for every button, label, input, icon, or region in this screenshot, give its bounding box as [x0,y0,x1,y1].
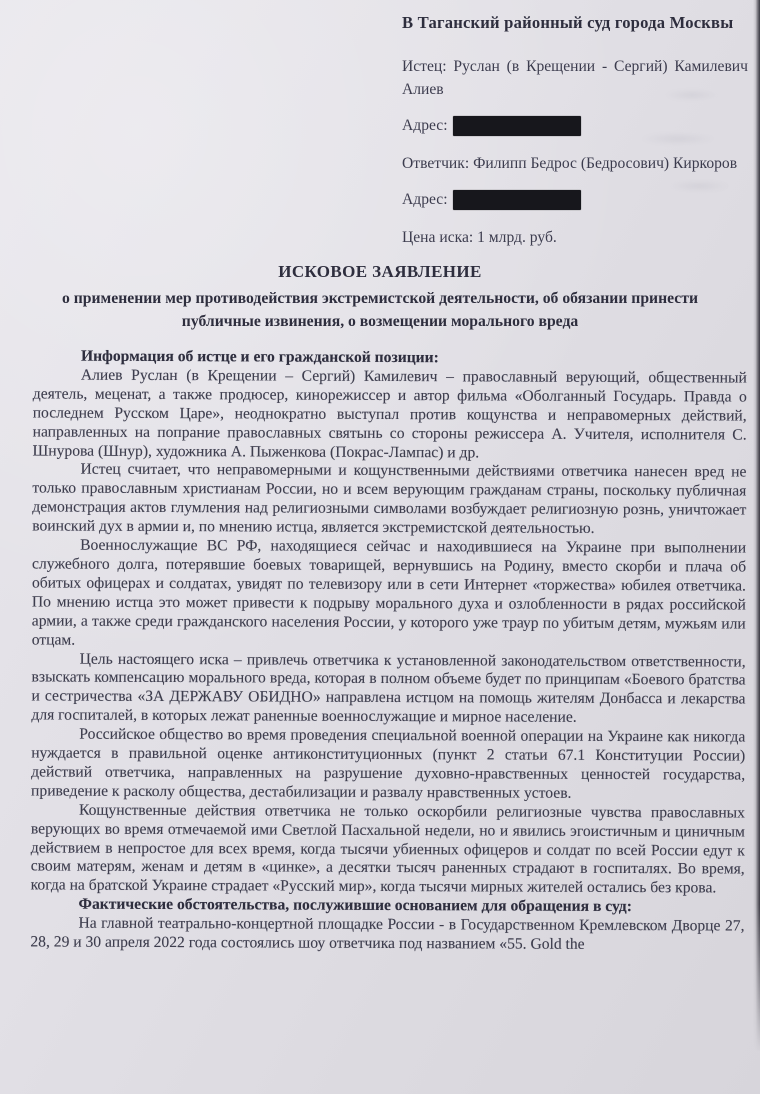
redaction-bar [453,116,581,136]
document-subtitle: о применении мер противодействия экстремистской деятельности, об обязании принести публичные извинения, о возмещении морального вреда [61,290,698,330]
paragraph: Алиев Руслан (в Крещении – Сергий) Камилевич – православный верующий, общественный деятель, меценат, а также продюсер, кинорежиссер и автор фильма «Оболганный Государь. Правда о последнем Русском Царе», неоднократно выступал против кощунства и неправомерных действий, направленных на попрание православных святынь со стороны режиссера А. Учителя, исполнителя С. Шнурова (Шнур), художника А. Пыженкова (Покрас-Лампас) и др. [32,366,747,461]
section-heading-factual-circumstances: Фактические обстоятельства, послужившие основанием для обращения в суд: [78,895,632,916]
paragraph: Военнослужащие ВС РФ, находящиеся сейчас и находившиеся на Украине при выполнении служебного долга, потерявшие боевых товарищей, вернувшись на Родину, вместо скорби и плача об обитых офицерах и солдатах, увидят по телевизору или в сети Интернет «торжества» юбилея ответчика. По мнению истца это может привести к подрыву морального духа и озлобленности в рядах российской армии, а также среди гражданского населения России, у которого уже траур по убитым детям, мужьям или отцам. [31,536,747,649]
paragraph: Цель настоящего иска – привлечь ответчика к установленной законодательством ответственности, взыскать компенсацию морального вреда, которая в полном объеме будет по принципам «Боевого братства и сестричества «ЗА ДЕРЖАВУ ОБИДНО» направлена истцом на помощь жителям Донбасса и лекарства для госпиталей, в которых лежат раненные военнослужащие и мирное население. [31,650,746,727]
paragraph: На главной театрально-концертной площадке России - в Государственном Кремлевском Дворце 27, 28, 29 и 30 апреля 2022 года состоялись шоу ответчика под названием «55. Gold the [30,914,745,953]
document-title-block [38,262,722,333]
court-name: В Таганский районный суд города Москвы [402,13,734,32]
paragraph: Истец считает, что неправомерными и кощунственными действиями ответчика нанесен вред не только православным христианам России, но и всем верующим гражданам страны, поскольку публичная демонстрация актов глумления над религиозными символами возбуждает религиозную рознь, уничтожает воинский дух в армии и, по мнению истца, является экстремистской деятельностью. [32,461,747,538]
defendant-address-label: Адрес: [402,191,448,208]
section-heading-plaintiff-info: Информация об истце и его гражданской позиции: [80,347,439,367]
paragraph: Российское общество во время проведения специальной военной операции на Украине как никогда нуждается в правильной оценке антиконституционных (пункт 2 статьи 67.1 Конституции России) действий ответчика, направленных на разрушение духовно-нравственных ценностей государства, приведение к расколу общества, дестабилизации и развалу нравственных устоев. [31,725,746,802]
document-body [30,347,747,955]
defendant-line: Ответчик: Филипп Бедрос (Бедросович) Киркоров [402,155,738,172]
plaintiff-address-row [402,114,748,137]
defendant-address-row [402,188,748,211]
claim-price: Цена иска: 1 млрд. руб. [402,229,557,246]
paper-edge-shadow [753,0,760,1052]
plaintiff-line: Истец: Руслан (в Крещении - Сергий) Камилевич Алиев [402,58,748,98]
redaction-bar [453,190,581,210]
paragraph: Кощунственные действия ответчика не только оскорбили религиозные чувства православных верующих во время отмечаемой ими Светлой Пасхальной недели, но и явились эгоистичным и циничным действием в непростое для всех время, когда тысячи убиенных офицеров и солдат по всей России едут к своим матерям, женам и детям в «цинке», а десятки тысяч раненных страдают в госпиталях. Во время, когда на братской Украине страдает «Русский мир», когда тысячи мирных жителей остались без крова. [30,801,746,897]
document-header [402,12,748,249]
document-title: ИСКОВОЕ ЗАЯВЛЕНИЕ [278,262,482,281]
plaintiff-address-label: Адрес: [402,117,448,134]
